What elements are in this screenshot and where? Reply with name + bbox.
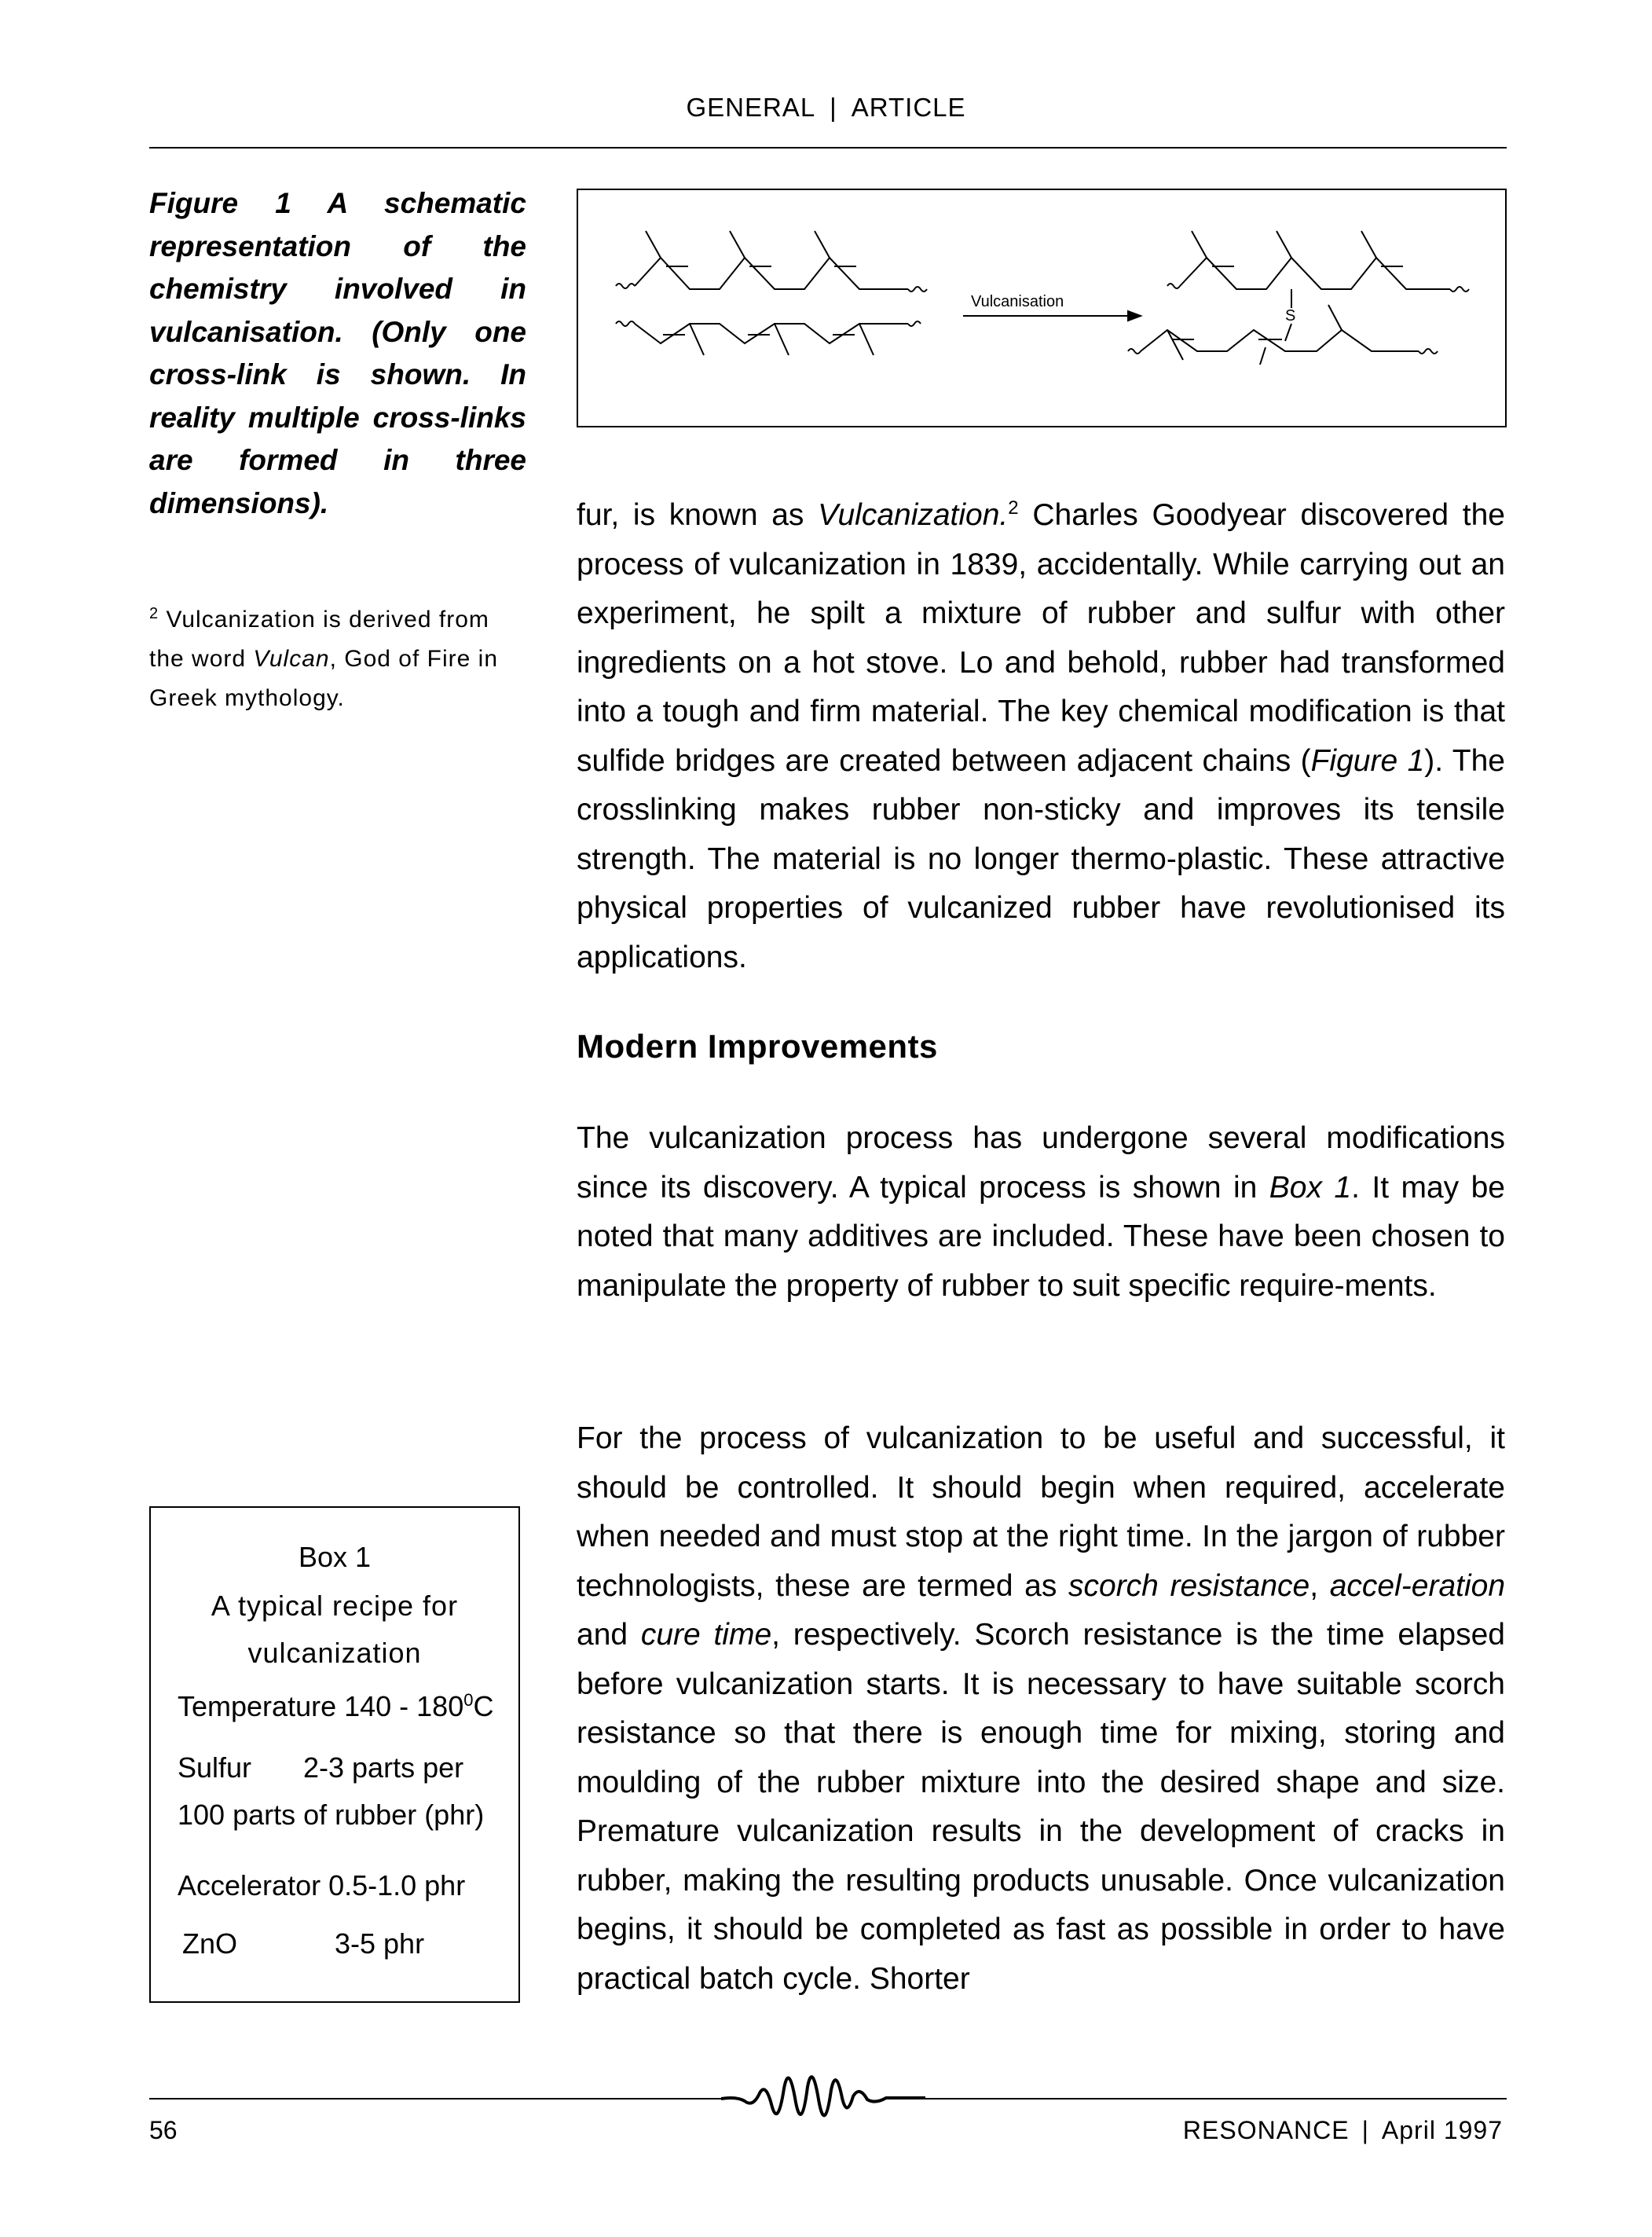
temperature-value: Temperature 140 - 180 — [178, 1690, 464, 1722]
p3-term-cure-time: cure time — [640, 1618, 772, 1652]
figure-caption: Figure 1 A schematic representation of the chemistry involved in vulcanisation. (Only one cross-link is shown. In reality multiple cross-links are formed in three dimensions). — [149, 187, 526, 519]
box1-zno-label: ZnO — [182, 1927, 238, 1960]
paragraph-2 — [577, 1114, 1505, 1311]
journal-info — [1183, 2116, 1503, 2145]
header-section: GENERAL — [686, 93, 816, 122]
figure-1 — [577, 189, 1507, 427]
p3-term-acceleration: accel-eration — [1329, 1568, 1506, 1603]
footer-rule-right — [924, 2098, 1507, 2099]
p3-text-c: and — [577, 1618, 641, 1652]
p1-footnote-ref: 2 — [1008, 497, 1019, 519]
box1-subtitle-line2: vulcanization — [247, 1637, 422, 1669]
box1-title: Box 1 — [298, 1541, 372, 1573]
p1-text-a: fur, is known as — [577, 498, 819, 532]
header-separator: | — [830, 93, 837, 122]
p3-text-b: , — [1310, 1568, 1330, 1603]
paragraph-3 — [577, 1414, 1505, 2004]
vulcanisation-diagram — [578, 190, 1505, 426]
paragraph-1 — [577, 484, 1505, 982]
box1-accelerator: Accelerator 0.5-1.0 phr — [178, 1869, 466, 1901]
footnote — [149, 594, 526, 718]
page-number: 56 — [149, 2116, 178, 2144]
p2-text-a: The vulcanization process has undergone several modifications since its discovery. A typical process is shown in — [577, 1121, 1505, 1205]
issue-date: April 1997 — [1381, 2116, 1503, 2144]
p3-term-scorch: scorch resistance — [1068, 1568, 1310, 1603]
footer-separator: | — [1361, 2116, 1369, 2144]
p2-box-ref: Box 1 — [1269, 1170, 1352, 1205]
footnote-italic: Vulcan — [253, 646, 330, 672]
section-heading: Modern Improvements — [577, 1028, 938, 1065]
footnote-text-after: , God of Fire in Greek mythology. — [149, 646, 499, 711]
p1-italic-term: Vulcanization. — [818, 498, 1009, 532]
temperature-degree: 0 — [463, 1690, 474, 1710]
temperature-unit: C — [473, 1690, 494, 1722]
running-header — [0, 93, 1652, 123]
header-type: ARTICLE — [851, 93, 966, 122]
box1-zno-value: 3-5 phr — [335, 1927, 425, 1960]
journal-name: RESONANCE — [1182, 2116, 1350, 2144]
box1-sulfur-label: Sulfur — [178, 1751, 252, 1784]
arrow-label: Vulcanisation — [971, 293, 1064, 310]
footnote-marker: 2 — [149, 605, 159, 622]
p2-text-b: . It may be noted that many additives are included. These have been chosen to manipulate the property of rubber to suit specific require-ments. — [577, 1170, 1506, 1303]
resonance-wave-logo — [721, 2057, 925, 2143]
box-1 — [149, 1506, 520, 2003]
sulfur-atom-label: S — [1285, 307, 1296, 325]
header-rule — [149, 147, 1507, 149]
p1-text-b: Charles Goodyear discovered the process of vulcanization in 1839, accidentally. While carrying out an experiment, he spilt a mixture of rubber and sulfur with other ingredients on a hot stove. Lo and behold, rubber had transformed into a tough and firm material. The key chemical modification is that sulfide bridges are created between adjacent chains ( — [577, 498, 1505, 778]
box1-temperature — [178, 1690, 493, 1723]
box1-sulfur-value: 2-3 parts per — [303, 1751, 464, 1784]
box1-subtitle-line1: A typical recipe for — [211, 1590, 459, 1622]
p1-text-c: ). The crosslinking makes rubber non-sticky and improves its tensile strength. The material is no longer thermo-plastic. These attractive physical properties of vulcanized rubber have revolutionised its applications. — [577, 743, 1505, 974]
footer-rule-left — [149, 2098, 723, 2099]
p1-figure-ref: Figure 1 — [1310, 743, 1425, 778]
p3-text-d: , respectively. Scorch resistance is the time elapsed before vulcanization starts. It is necessary to have suitable scorch resistance so that there is enough time for mixing, storing and moulding of the rubber mixture into the desired shape and size. Premature vulcanization results in the development of cracks in rubber, making the resulting products unusable. Once vulcanization begins, it should be completed as fast as possible in order to have practical batch cycle. Shorter — [577, 1618, 1505, 1996]
p3-text-a: For the process of vulcanization to be useful and successful, it should be controlled. It should begin when required, accelerate when needed and must stop at the right time. In the jargon of rubber technologists, these are termed as — [577, 1421, 1505, 1603]
footnote-text-before: Vulcanization is derived from the word — [149, 607, 489, 672]
box1-sulfur-value-2: 100 parts of rubber (phr) — [178, 1799, 485, 1831]
